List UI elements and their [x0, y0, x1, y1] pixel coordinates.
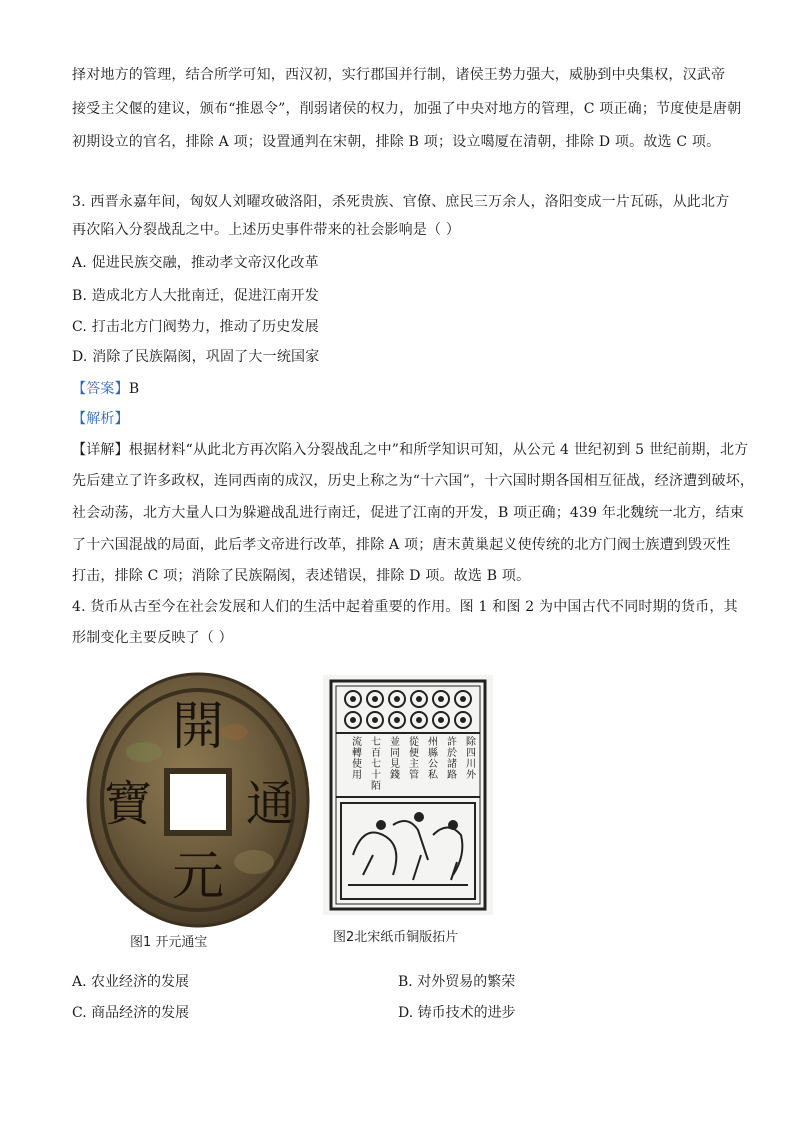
detail-line: 打击，排除 C 项；消除了民族隔阂，表述错误，排除 D 项。故选 B 项。	[72, 568, 531, 584]
note-inscription-char: 私	[428, 770, 438, 781]
question-4-option-a: A. 农业经济的发展	[72, 974, 190, 990]
note-inscription-column	[371, 735, 381, 792]
note-inscription-char: 七	[371, 737, 381, 748]
question-4-option-c: C. 商品经济的发展	[72, 1005, 190, 1021]
coin-char-top: 開	[171, 697, 225, 757]
note-inscription-char: 許	[447, 737, 457, 748]
note-inscription-char: 流	[352, 737, 362, 748]
note-inscription-char: 錢	[390, 770, 400, 781]
detail-tag: 【详解】	[72, 442, 129, 458]
question-3-stem: 再次陷入分裂战乱之中。上述历史事件带来的社会影响是（ ）	[72, 222, 461, 238]
note-inscription-char: 用	[352, 770, 362, 781]
question-3-option-a: A. 促进民族交融，推动孝文帝汉化改革	[72, 255, 319, 271]
note-inscription-char: 陌	[371, 781, 381, 792]
detail-text: 根据材料“从此北方再次陷入分裂战乱之中”和所学知识可知，从公元 4 世纪初到 5 世纪前期，北方	[128, 442, 749, 458]
note-inscription-char: 從	[409, 737, 419, 748]
question-3-option-c: C. 打击北方门阀势力，推动了历史发展	[72, 319, 319, 335]
detail-line: 先后建立了许多政权，连同西南的成汉，历史上称之为“十六国”，十六国时期各国相互征战，经济遭到破坏，	[72, 473, 755, 489]
note-inscription-char: 七	[371, 759, 381, 770]
note-inscription-column	[466, 736, 477, 781]
note-inscription-char: 主	[409, 759, 419, 770]
figure-2-caption: 图2北宋纸币铜版拓片	[333, 930, 459, 945]
note-inscription-char: 四	[466, 748, 476, 759]
detail-line: 社会动荡，北方大量人口为躲避战乱进行南迁，促进了江南的开发，B 项正确；439 年北魏统一北方，结束	[72, 505, 744, 521]
kaiyuan-coin-image	[84, 672, 312, 936]
text-line: 接受主父偃的建议，颁布“推恩令”，削弱诸侯的权力，加强了中央对地方的管理，C 项正确；节度使是唐朝	[72, 101, 742, 117]
note-inscription-char: 十	[371, 770, 381, 781]
detail-line: 了十六国混战的局面，此后孝文帝进行改革，排除 A 项；唐末黄巢起义使传统的北方门阀士族遭到毁灭性	[72, 537, 731, 553]
question-4-stem: 形制变化主要反映了（ ）	[72, 630, 233, 646]
note-inscription-char: 縣	[428, 748, 438, 759]
note-inscription-char: 川	[466, 759, 476, 770]
note-inscription-char: 百	[371, 748, 381, 759]
note-inscription-column	[447, 735, 457, 781]
figure-1-caption: 图1 开元通宝	[130, 935, 208, 950]
detail-line	[72, 441, 748, 459]
question-4-option-d: D. 铸币技术的进步	[398, 1005, 516, 1021]
question-4-stem: 4. 货币从古至今在社会发展和人们的生活中起着重要的作用。图 1 和图 2 为中国古代不同时期的货币，其	[72, 599, 738, 615]
note-inscription-char: 並	[390, 737, 400, 748]
coin-char-left: 寶	[103, 776, 153, 832]
note-inscription-column	[390, 736, 400, 781]
answer-line	[72, 380, 139, 398]
answer-tag: 【答案】	[72, 381, 129, 397]
note-inscription-char: 諸	[447, 759, 457, 770]
question-4-option-b: B. 对外贸易的繁荣	[398, 974, 516, 990]
text-line: 择对地方的管理，结合所学可知，西汉初，实行郡国并行制，诸侯王势力强大，威胁到中央集权，汉武帝	[72, 67, 726, 83]
question-3-option-d: D. 消除了民族隔阂，巩固了大一统国家	[72, 349, 320, 365]
coin-char-bottom: 元	[171, 847, 225, 907]
analysis-tag: 【解析】	[72, 411, 129, 427]
note-inscription-char: 公	[428, 759, 438, 770]
note-inscription-char: 於	[447, 748, 457, 759]
note-inscription-column	[409, 735, 420, 781]
note-inscription-column	[352, 735, 362, 781]
note-inscription-char: 轉	[352, 748, 362, 759]
note-inscription-char: 便	[409, 748, 419, 759]
question-3-stem: 3. 西晋永嘉年间，匈奴人刘曜攻破洛阳，杀死贵族、官僚、庶民三万余人，洛阳变成一片瓦砾，从此北方	[72, 194, 730, 210]
coin-char-right: 通	[245, 776, 295, 832]
note-inscription-char: 路	[447, 770, 457, 781]
note-inscription-column	[428, 736, 439, 781]
note-inscription-char: 外	[466, 770, 476, 781]
text-line: 初期设立的官名，排除 A 项；设置通判在宋朝，排除 B 项；设立噶厦在清朝，排除 D 项。故选 C 项。	[72, 134, 721, 150]
note-inscription-char: 除	[466, 737, 476, 748]
song-paper-money-rubbing	[323, 675, 493, 915]
note-inscription-char: 見	[390, 759, 400, 770]
note-inscription-char: 使	[352, 759, 362, 770]
question-3-option-b: B. 造成北方人大批南迁，促进江南开发	[72, 288, 319, 304]
answer-value: B	[128, 381, 140, 397]
note-inscription-char: 管	[409, 770, 419, 781]
note-inscription-char: 州	[428, 737, 438, 748]
note-inscription-char: 同	[390, 748, 400, 759]
